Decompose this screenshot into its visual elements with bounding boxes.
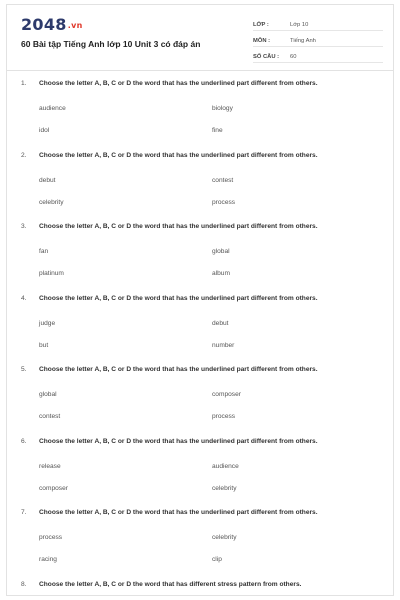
answer-option[interactable]: number (212, 341, 235, 349)
question-number: 4. (21, 294, 27, 302)
question-number: 3. (21, 223, 27, 230)
question-item (7, 80, 393, 152)
answer-option[interactable]: process (212, 413, 236, 420)
question-item (7, 438, 393, 510)
question-number: 8. (21, 580, 27, 588)
question-text: Choose the letter A, B, C or D the word that has the underlined part different from others. (39, 294, 318, 302)
question-text: Choose the letter A, B, C or D the word that has different stress pattern from others. (39, 580, 302, 588)
worksheet-meta (253, 17, 383, 65)
answer-option[interactable]: celebrity (212, 484, 237, 492)
question-item (7, 295, 393, 367)
answer-option[interactable]: debut (212, 319, 229, 327)
answer-option[interactable]: fine (212, 127, 223, 134)
answer-option[interactable]: judge (39, 319, 56, 327)
question-number: 7. (21, 509, 27, 516)
question-number: 1. (21, 80, 27, 87)
answer-option[interactable]: audience (212, 462, 239, 470)
question-text: Choose the letter A, B, C or D the word that has the underlined part different from others. (39, 437, 318, 445)
meta-label: LỚP : (253, 22, 269, 28)
answer-option[interactable]: global (212, 248, 230, 255)
meta-label: MÔN : (253, 38, 271, 44)
answer-option[interactable]: idol (39, 127, 50, 134)
question-prompt (21, 438, 318, 445)
answer-option[interactable]: album (212, 270, 230, 277)
question-number: 2. (21, 151, 27, 159)
question-prompt (21, 295, 318, 302)
meta-row-subject (253, 33, 383, 47)
question-item (7, 509, 393, 581)
answer-option[interactable]: clip (212, 556, 222, 563)
meta-value: Tiếng Anh (290, 38, 316, 44)
answer-option[interactable]: process (212, 198, 236, 206)
question-item (7, 366, 393, 438)
meta-value: 60 (290, 54, 297, 60)
question-text: Choose the letter A, B, C or D the word that has the underlined part different from others. (39, 80, 318, 87)
answer-option[interactable]: contest (39, 413, 61, 420)
answer-option[interactable]: racing (39, 556, 57, 563)
header-divider (7, 70, 393, 71)
answer-option[interactable]: process (39, 534, 63, 541)
question-text: Choose the letter A, B, C or D the word that has the underlined part different from others. (39, 509, 318, 516)
question-number: 5. (21, 366, 27, 373)
meta-value: Lớp 10 (290, 22, 309, 28)
question-prompt (21, 223, 318, 230)
answer-option[interactable]: composer (39, 484, 68, 492)
question-text: Choose the letter A, B, C or D the word that has the underlined part different from others. (39, 366, 318, 373)
answer-option[interactable]: celebrity (212, 534, 237, 541)
site-logo[interactable] (21, 15, 83, 34)
worksheet-page (6, 4, 394, 596)
answer-option[interactable]: platinum (39, 270, 64, 277)
question-number: 6. (21, 437, 27, 445)
answer-option[interactable]: contest (212, 176, 234, 184)
question-prompt (21, 509, 318, 516)
answer-option[interactable]: audience (39, 105, 66, 112)
meta-row-class (253, 17, 383, 31)
answer-option[interactable]: global (39, 391, 57, 398)
question-prompt (21, 581, 301, 588)
question-text: Choose the letter A, B, C or D the word that has the underlined part different from others. (39, 151, 318, 159)
question-item (7, 581, 393, 597)
question-text: Choose the letter A, B, C or D the word that has the underlined part different from others. (39, 223, 318, 230)
worksheet-title: 60 Bài tập Tiếng Anh lớp 10 Unit 3 có đáp án (21, 39, 201, 49)
logo-suffix: .vn (67, 21, 83, 30)
answer-option[interactable]: composer (212, 391, 241, 398)
answer-option[interactable]: celebrity (39, 198, 64, 206)
worksheet-header (7, 5, 393, 67)
question-item (7, 223, 393, 295)
logo-text: 2048 (21, 15, 67, 34)
question-prompt (21, 152, 318, 159)
meta-row-count (253, 49, 383, 63)
answer-option[interactable]: debut (39, 176, 56, 184)
answer-option[interactable]: release (39, 462, 61, 470)
question-list (7, 80, 393, 596)
question-item (7, 152, 393, 224)
question-prompt (21, 366, 318, 373)
meta-label: SỐ CÂU : (253, 54, 280, 60)
answer-option[interactable]: but (39, 341, 49, 349)
answer-option[interactable]: fan (39, 248, 49, 255)
answer-option[interactable]: biology (212, 105, 233, 112)
question-prompt (21, 80, 318, 87)
